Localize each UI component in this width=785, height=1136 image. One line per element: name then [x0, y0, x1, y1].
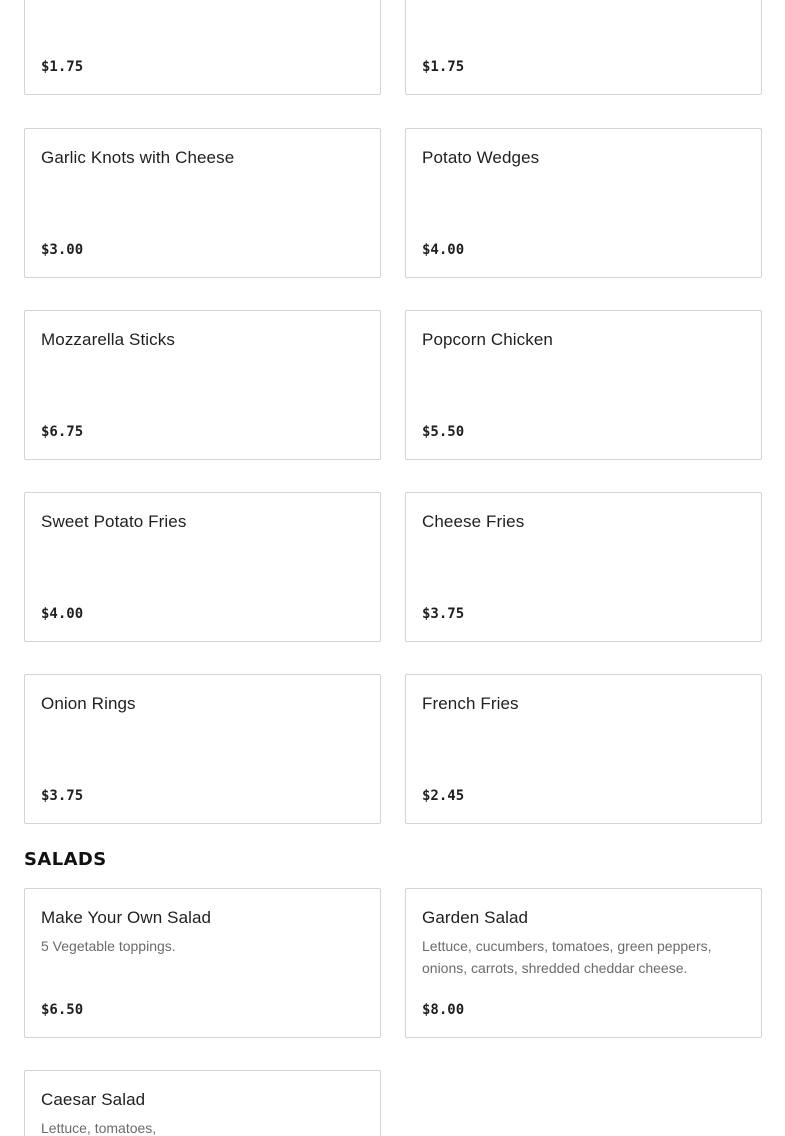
- section-title-salads: SALADS: [24, 849, 107, 870]
- menu-item-card[interactable]: [405, 310, 762, 460]
- menu-item-name: Make Your Own Salad: [41, 908, 212, 927]
- menu-item-description: Lettuce, tomatoes,: [41, 1120, 157, 1136]
- menu-item-card[interactable]: [24, 0, 381, 95]
- menu-item-card[interactable]: [405, 128, 762, 278]
- menu-item-name: Garlic Knots with Cheese: [41, 148, 235, 167]
- menu-item-name: Caesar Salad: [41, 1090, 146, 1109]
- menu-item-price: $3.00: [41, 242, 84, 258]
- menu-item-price: $3.75: [41, 788, 84, 804]
- menu-item-name: Mozzarella Sticks: [41, 330, 175, 349]
- menu-item-card[interactable]: [24, 310, 381, 460]
- menu-item-price: $2.45: [422, 788, 465, 804]
- menu-item-price: $6.75: [41, 424, 84, 440]
- menu-item-price: $4.00: [422, 242, 465, 258]
- menu-item-name: Potato Wedges: [422, 148, 540, 167]
- menu-item-name: Sweet Potato Fries: [41, 512, 187, 531]
- menu-item-price: $5.50: [422, 424, 465, 440]
- menu-item-card[interactable]: [405, 674, 762, 824]
- menu-item-card[interactable]: [24, 674, 381, 824]
- menu-item-price: $1.75: [422, 59, 465, 75]
- menu-item-card[interactable]: [405, 492, 762, 642]
- menu-item-card[interactable]: [24, 1070, 381, 1136]
- menu-item-name: Popcorn Chicken: [422, 330, 553, 349]
- menu-item-price: $1.75: [41, 59, 84, 75]
- menu-item-card[interactable]: [405, 888, 762, 1038]
- menu-item-description: Lettuce, cucumbers, tomatoes, green peppers, onions, carrots, shredded cheddar cheese.: [422, 938, 712, 976]
- menu-item-card[interactable]: [405, 0, 762, 95]
- menu-item-name: Cheese Fries: [422, 512, 525, 531]
- menu-item-description: 5 Vegetable toppings.: [41, 938, 176, 954]
- menu-item-price: $3.75: [422, 606, 465, 622]
- menu-item-price: $6.50: [41, 1002, 84, 1018]
- menu-item-price: $4.00: [41, 606, 84, 622]
- menu-item-card[interactable]: [24, 128, 381, 278]
- menu-item-name: Onion Rings: [41, 694, 136, 713]
- menu-item-card[interactable]: [24, 492, 381, 642]
- menu-item-card[interactable]: [24, 888, 381, 1038]
- menu-item-name: Garden Salad: [422, 908, 529, 927]
- menu-item-price: $8.00: [422, 1002, 465, 1018]
- menu-item-name: French Fries: [422, 694, 519, 713]
